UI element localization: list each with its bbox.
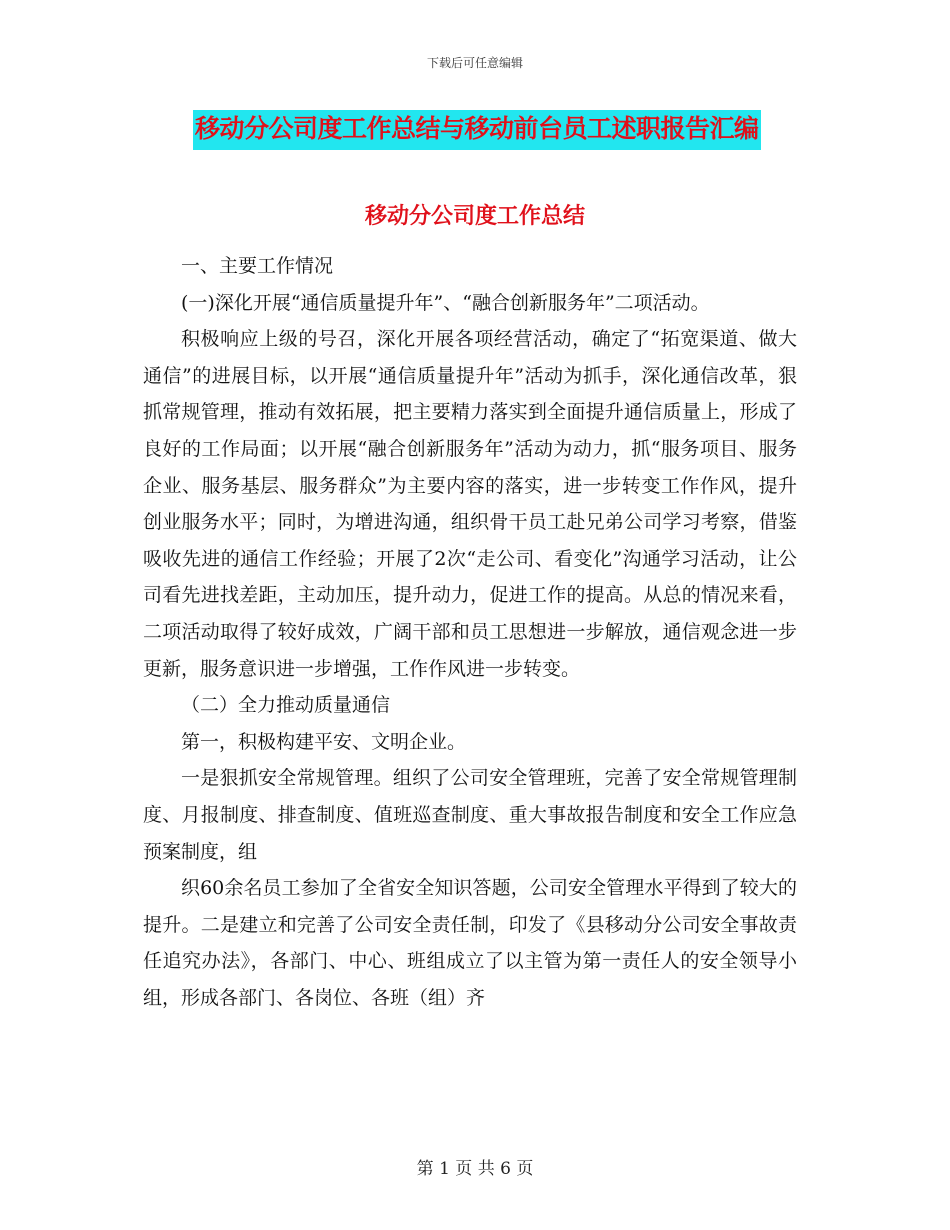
paragraph-subheading-activities: (一)深化开展“通信质量提升年”、“融合创新服务年”二项活动。 [181, 291, 710, 314]
paragraph-activities-detail: 积极响应上级的号召，深化开展各项经营活动，确定了“拓宽渠道、做大通信”的进展目标，以开展“通信质量提升年”活动为抓手，深化通信改革，狠抓常规管理，推动有效拓展，把主要精力落实到全面提升通信质量上，形成了良好的工作局面；以开展“融合创新服务年”活动为动力，抓“服务项目、服务企业、服务基层、服务群众”为主要内容的落实，进一步转变工作作风，提升创业服务水平；同时，为增进沟通，组织骨干员工赴兄弟公司学习考察，借鉴吸收先进的通信工作经验；开展了2次“走公司、看变化”沟通学习活动，让公司看先进找差距，主动加压，提升动力，促进工作的提高。从总的情况来看，二项活动取得了较好成效，广阔干部和员工思想进一步解放，通信观念进一步更新，服务意识进一步增强，工作作风进一步转变。 [143, 328, 797, 680]
document-body [143, 248, 797, 1016]
paragraph-safety-management: 一是狠抓安全常规管理。组织了公司安全管理班，完善了安全常规管理制度、月报制度、排查制度、值班巡查制度、重大事故报告制度和安全工作应急预案制度，组 [143, 767, 797, 863]
section-title: 移动分公司度工作总结 [364, 204, 585, 229]
paragraph-heading-main-work: 一、主要工作情况 [181, 255, 334, 277]
header-note: 下载后可任意编辑 [426, 56, 523, 70]
paragraph-first-point: 第一，积极构建平安、文明企业。 [181, 730, 467, 753]
page-footer: 第 1 页 共 6 页 [416, 1159, 534, 1179]
document-title: 移动分公司度工作总结与移动前台员工述职报告汇编 [193, 110, 761, 150]
paragraph-subheading-quality: （二）全力推动质量通信 [181, 694, 391, 717]
paragraph-safety-responsibility: 织60余名员工参加了全省安全知识答题，公司安全管理水平得到了较大的提升。二是建立和完善了公司安全责任制，印发了《县移动分公司安全事故责任追究办法》，各部门、中心、班组成立了以主管为第一责任人的安全领导小组，形成各部门、各岗位、各班（组）齐 [143, 877, 797, 1009]
